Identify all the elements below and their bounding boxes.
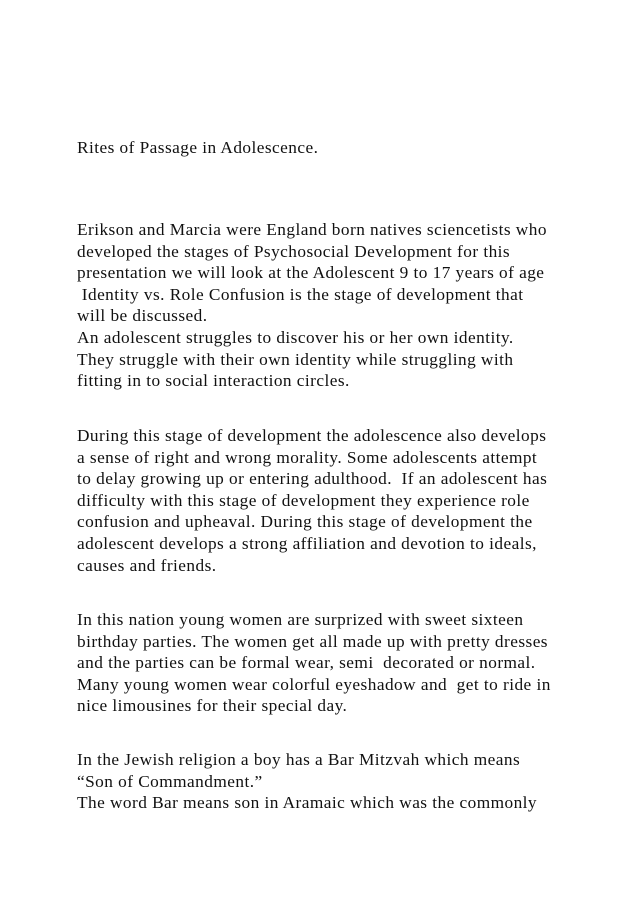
document-title: Rites of Passage in Adolescence. <box>77 138 319 157</box>
paragraph-stage-development: During this stage of development the adolescence also develops a sense of right and wrong morality. Some adolescents attempt to delay growing up or entering adulthood. If an adolescent has difficulty with this stage of development they experience role confusion and upheaval. During this stage of development the adolescent develops a strong affiliation and devotion to ideals, causes and friends. <box>77 426 548 575</box>
paragraph-bar-mitzvah: In the Jewish religion a boy has a Bar Mitzvah which means “Son of Commandment.” The word Bar means son in Aramaic which was the commonly <box>77 750 538 813</box>
paragraph-erikson-marcia: Erikson and Marcia were England born natives sciencetists who developed the stages of Psychosocial Development for this presentation we will look at the Adolescent 9 to 17 years of age Identity vs. Role Confusion is the stage of development that will be discussed. An adolescent struggles to discover his or her own identity. They struggle with their own identity while struggling with fitting in to social interaction circles. <box>77 220 547 391</box>
paragraph-sweet-sixteen: In this nation young women are surprized with sweet sixteen birthday parties. The women get all made up with pretty dresses and the parties can be formal wear, semi decorated or normal. Many young women wear colorful eyeshadow and get to ride in nice limousines for their special day. <box>77 610 551 716</box>
